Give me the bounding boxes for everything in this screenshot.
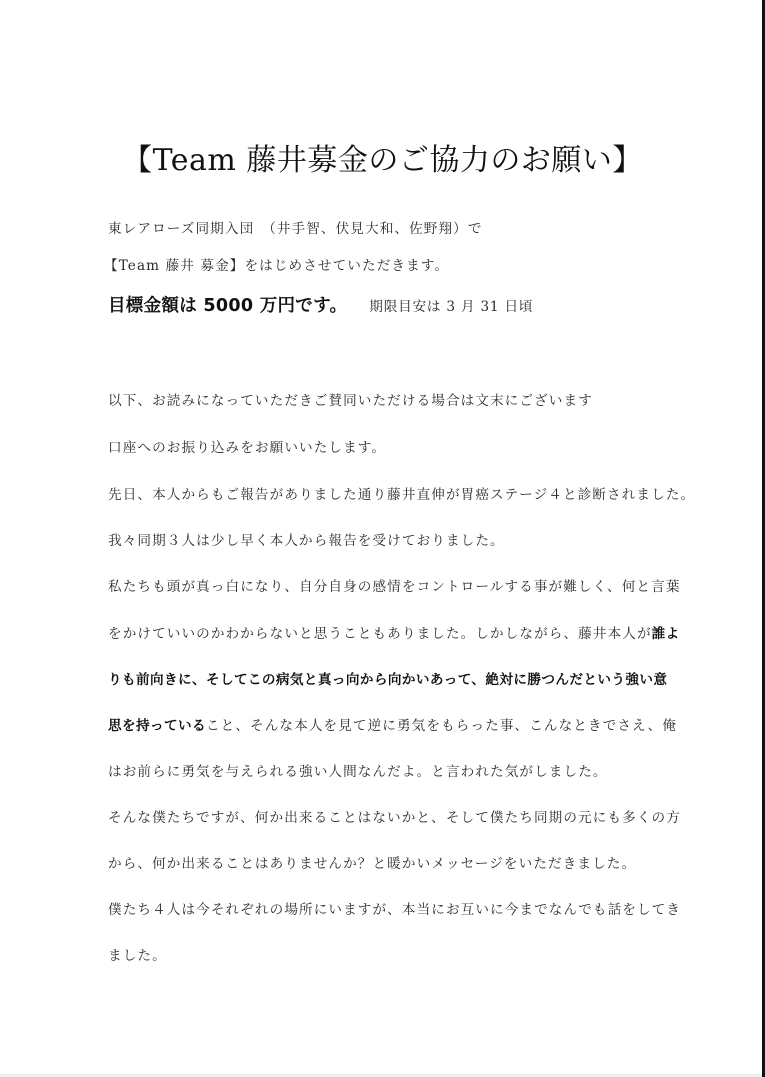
body-paragraph-line (108, 622, 680, 642)
body-paragraph-line: から、何か出来ることはありませんか？と暖かいメッセージをいただきました。 (108, 856, 637, 872)
body-text: こと、そんな本人を見て逆に勇気をもらった事、こんなときでさえ、俺 (205, 718, 677, 734)
body-paragraph-line: はお前らに勇気を与えられる強い人間なんだよ。と言われた気がしました。 (108, 764, 608, 780)
body-paragraph-line: 先日、本人からもご報告がありました通り藤井直伸が胃癌ステージ４と診断されました。 (108, 487, 696, 503)
body-paragraph-line: 我々同期３人は少し早く本人から報告を受けておりました。 (108, 533, 505, 549)
body-paragraph-line: 僕たち４人は今それぞれの場所にいますが、本当にお互いに今までなんでも話をしてき (108, 902, 682, 918)
body-paragraph-line (108, 668, 667, 688)
body-paragraph-line (108, 714, 677, 734)
goal-amount: 目標金額は 5000 万円です。 (108, 296, 348, 316)
goal-line (108, 292, 533, 317)
body-paragraph-line: そんな僕たちですが、何か出来ることはないかと、そして僕たち同期の元にも多くの方 (108, 810, 681, 826)
body-paragraph-line: 私たちも頭が真っ白になり、自分自身の感情をコントロールする事が難しく、何と言葉 (108, 579, 681, 595)
body-paragraph-line: 口座へのお振り込みをお願いいたします。 (108, 440, 387, 456)
body-text-bold: りも前向きに、そしてこの病気と真っ向から向かいあって、絶対に勝つんだという強い意 (108, 672, 668, 688)
intro-line-start: 【Team 藤井 募金】をはじめさせていただきます。 (104, 258, 450, 274)
body-paragraph-line: 以下、お読みになっていただきご賛同いただける場合は文末にございます (108, 393, 593, 409)
document-title: 【Team 藤井募金のご協力のお願い】 (122, 143, 643, 178)
body-text-bold: 思を持っている (108, 718, 206, 734)
body-text-bold: 誰よ (651, 626, 680, 642)
goal-deadline: 期限目安は 3 月 31 日頃 (369, 299, 534, 315)
body-paragraph-line: ました。 (108, 948, 167, 964)
body-text: をかけていいのかわからないと思うこともありました。しかしながら、藤井本人が (108, 626, 652, 642)
intro-line-members: 東レアローズ同期入団 （井手智、伏見大和、佐野翔）で (108, 221, 483, 237)
